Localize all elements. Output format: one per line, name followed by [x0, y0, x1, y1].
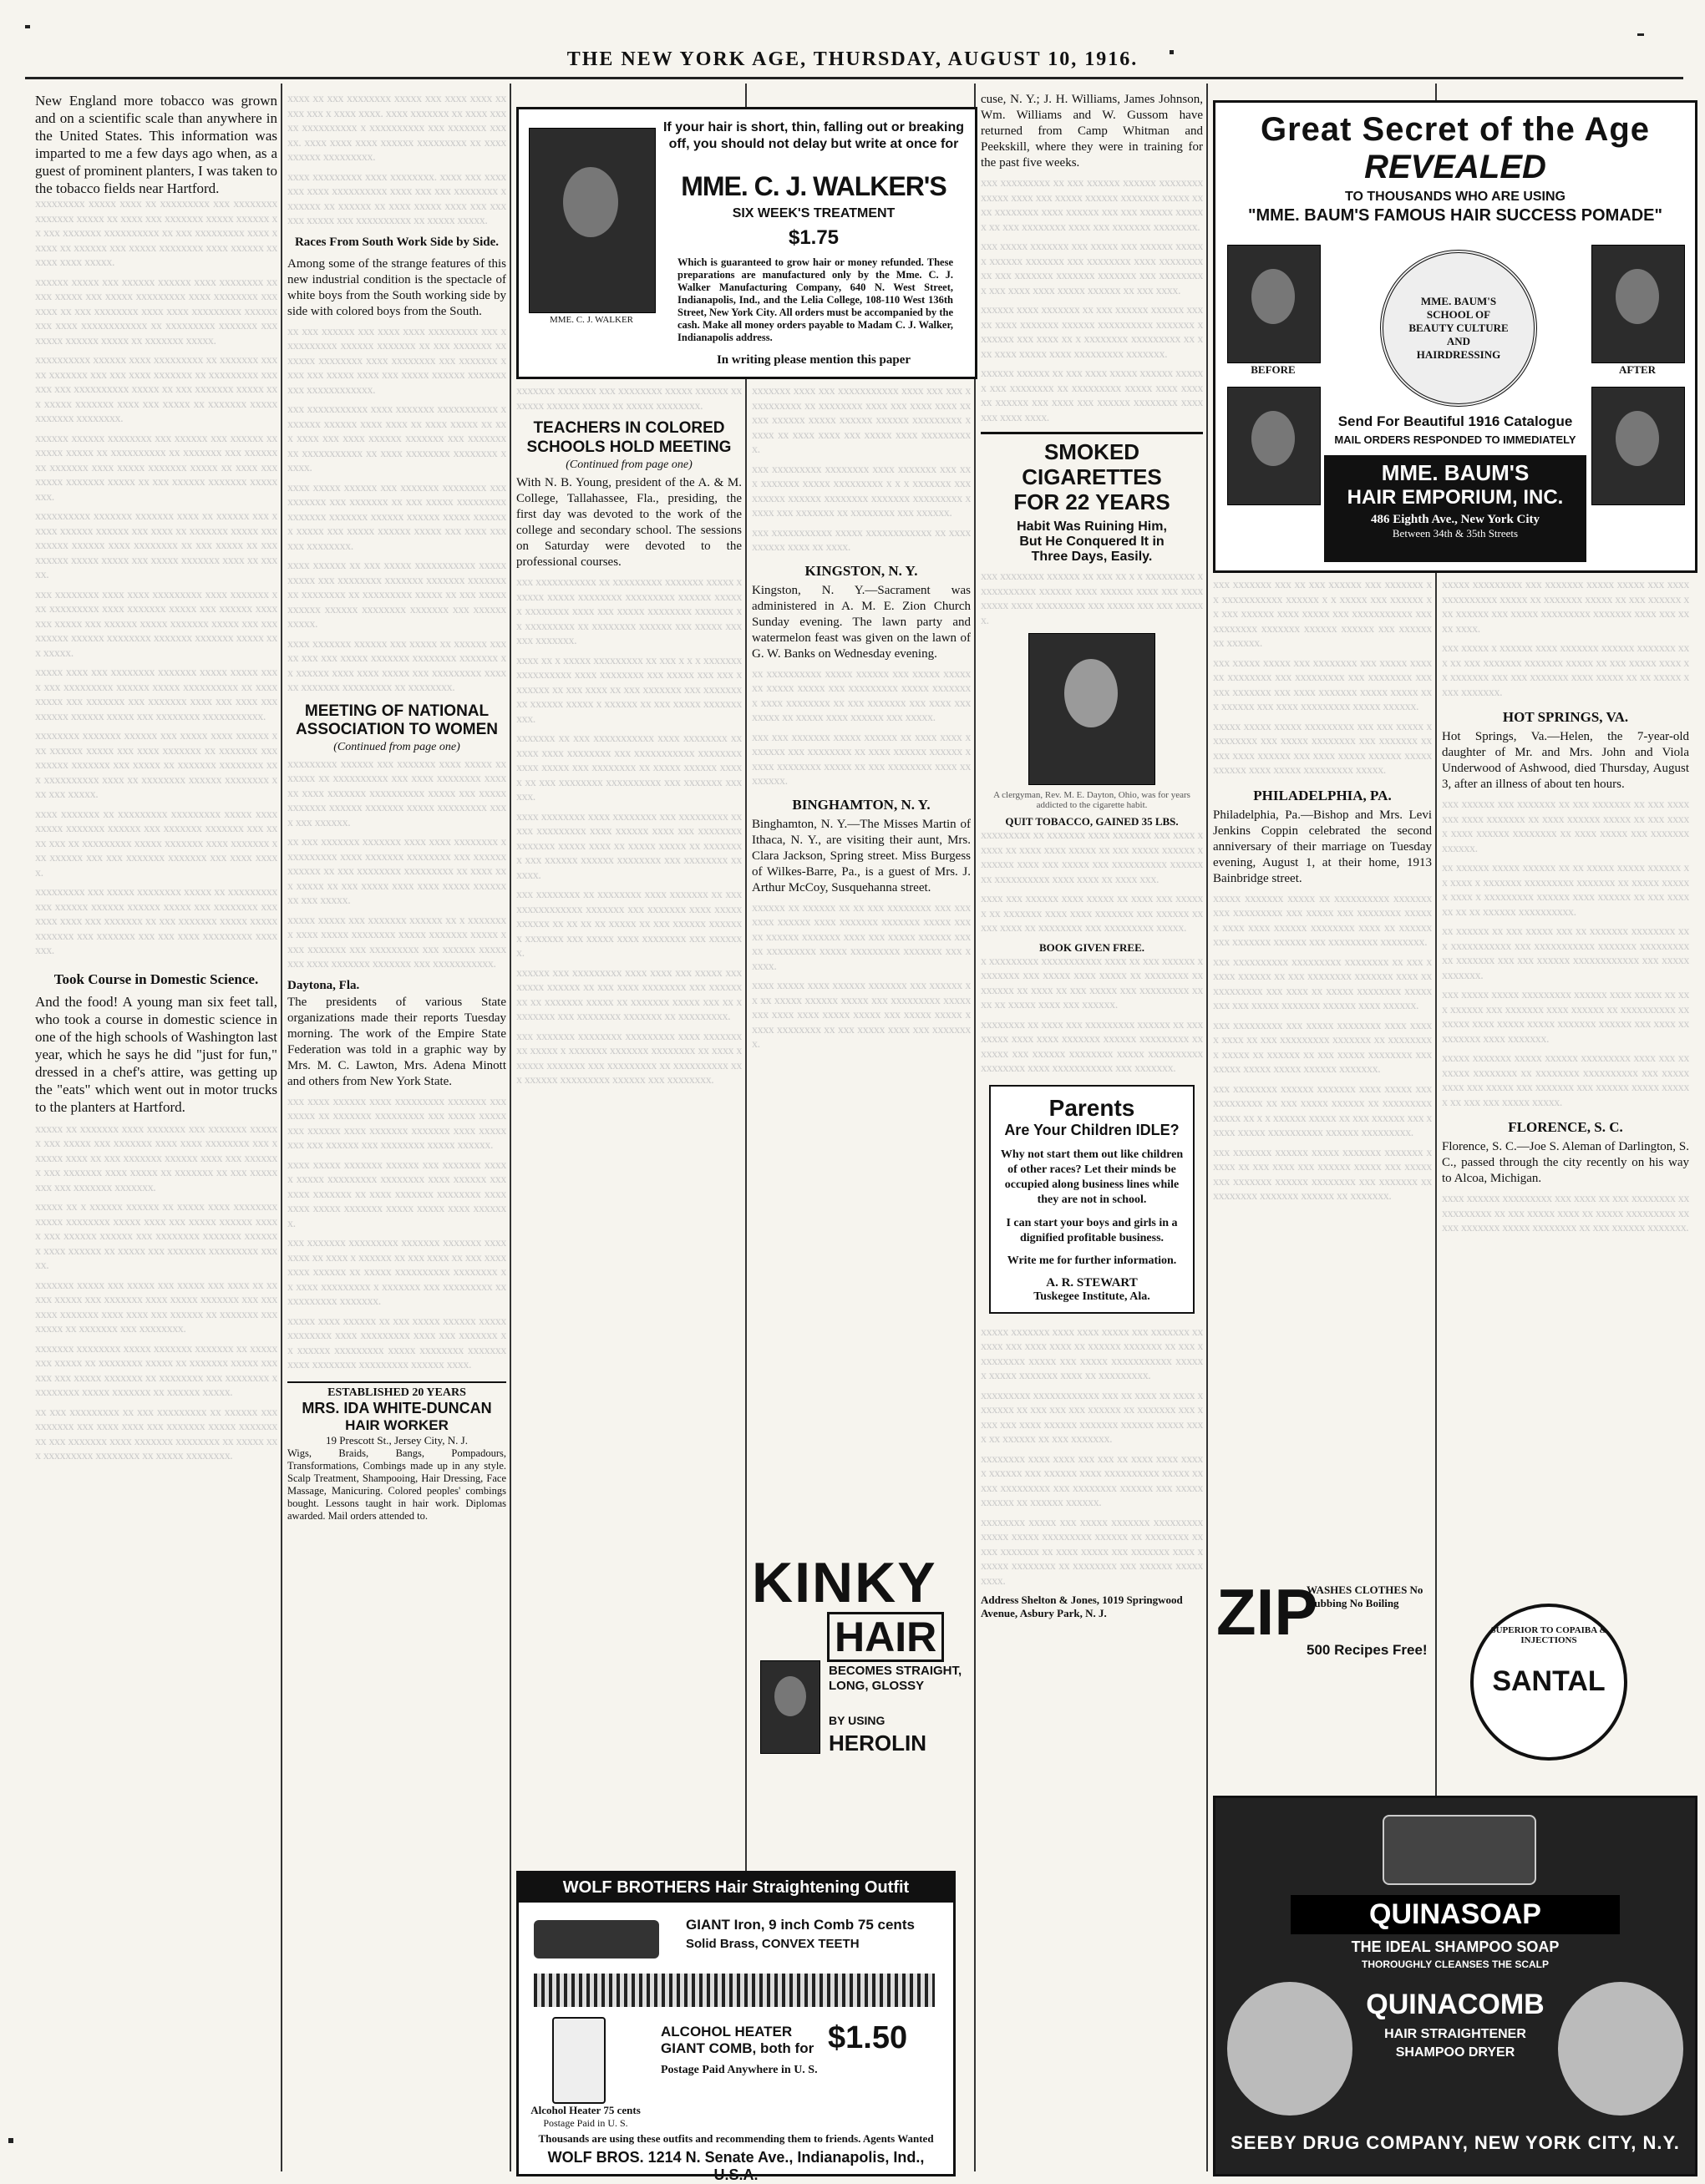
heading-kingston: KINGSTON, N. Y. — [804, 562, 918, 579]
meeting-continued-note: (Continued from page one) — [333, 740, 460, 753]
baum-emporium-1: MME. BAUM'S — [1381, 460, 1530, 485]
wolf-giant: GIANT Iron, 9 inch Comb 75 cents — [686, 1917, 915, 1933]
portrait-face — [563, 167, 618, 237]
walker-caption: MME. C. J. WALKER — [549, 315, 634, 325]
column-3-body: xxx xxxxxxxxxxx xx xxxxxxxxx xxxxxxx xxxxx xxxxxx xxxxx xxxxxxxx xxxxxxxxx xxxxxx xxxxxx xxxxxxxx xxxx xxx xxxxx xxxxxxxx xxxxxxx xx xxxxxxxxx xx xxxxxxxx xxxxxx xxx xxxxx xxxxxx xxxxxxx. xxxx xx x xxxxx xxxxxxxxx xx xxx x x x xxxxxxx xxxxxxxxxx xxxx xxxxxxxx xxx xxxxx xxx xxx xxxxxxx xx xxx xxxx xx xxx xxxxxxx xxx xxxxxxxxx xxxxxx xxxxx x xxxxxx xx xxx xxxxx xxxxxxxxxx. xxxxxxx xx xxx xxxxxxxxxxx xxxx xxxxxxxx xx xxxx xxxx xxxxxxxx xxx xxxxxxxxxxx xxxxxxxx xxxx xxxxx xxx xxxxxxxx xx xxxxx xxxxxx xxxxx xx xxx xxxxxxxx xxxxxxxxxx xxx xxxxxxx xxxxxx. xxxx xxxxxxxx xxxx xxxxxxxx xxx xxxxxxxxx xx xxx xxxxxxxxx xxxx xxxxxx xxxx xxx xxxxxxxx xxxxxxx xxxxx xxxx xx xxxxx xxxxx xx xxxxxxxx xxx xxxxxx xxxxxx xxxxxxxx xxx xxxxxxxx xxxxxx. xxx xxxxxxxx xx xxxxxxxx xxxx xxxxxxx xx xxx xxxxxxxxxxxx xxxxxxx xxx xxxxxxx xxxx xxxxxxxxxxx xx xx xx xx xxxxx xx xxx xxxxxx xxxxxxx xxxxxxx xxx xxxxx xxxx xxxxxxxx xxx xxxxxxx. xxxxxx xxx xxxxxxxxx xxxx xxxx xxx xxxxx xxxxxxxx xxxxxx xx xxx xxxx xxxxxxxx xxx xxxxxxxx xx xxxxxxx xxxxx xx xxxxxxx xxxxx xxx xx xxxxxxxx xxx xxxxxxxx xxxxxxx xx xxxxxxxxx. xxx xxxxxxx xxxxxxxx xxxxxxxxx xxxx xxxxxxx xx xxxxx x xxxxxxx xxxxxxx xxxxxxxx xx xxxx xxxxxx xxxxxxx xxx xxxxxxxxx xx xxxxxxxxxx xxx xxxxxx xxxxxxxxx xxxxxx xxx xxxxxxxx. — [516, 576, 742, 1087]
clergyman-portrait — [1028, 633, 1155, 785]
quina-portrait-left — [1227, 1982, 1352, 2116]
ad-ida-white-duncan — [287, 1381, 506, 1523]
column-6-left-body-2: xxxxx xxxxxxx xxxxx xx xxxxxxxxxx xxxxxxx xxx xxxxxxxxx xxx xxxxx xxx xxxxxxxx xxxxxx xxxx xxxx xxxxxx xxxxxxxx xxxx xx xxxxxx xxx xxxxxxx xxxxxx xxx xxxxxxxxx xxxxxxxx. xxx xxxxxxxxxx xxxxxxxxx xxxxxxxx xx xxx xxxxx xxxxxx xx xxx xxxxxxxx xxxxxxx xxxx xxxxxxxxxxx xxx xxxx xx xxxxx xxxxxxxx xxxxxxxx xxx xxxxx xxxxxxx xxxxxx xxxx xxxxxx. xxx xxxxxxxxx xxx xxxxx xxxxxxxx xxxx xxxxx xxxx xx xxx xxxxxxxxx xxxxxxx xx xxxxxxxxx xxxxx xx xxxxxx xx xxx xxxxx xxxxxxxx xxx xxxxx xxxxx xxxxx xxxxxx xxxxxxx. xxx xxxxxxxx xxxxxx xxxxxxx xxxx xxxxx xxx xxxxxxxxx xx xxx xxxxx xxxxxx xx xxxxxxxxx xxxxx xx x x xxxxxx xxxxx xx xxx xxxxxx xxx xxxxx xxxxx xxxxxxxxxx xxxxxx xxxxxxxxx. xxx xxxxxxx xxxxxx xxxxx xxxxxxx xxxxxxx xxxxx xx xxx xxxx xxx xxxxxx xxxxx xxx xxxxxxxx xxxxxxx xxxxxx xxxxxxxx xxx xxxxxxx xxxxxxxxxx xxxxxxx xxxxxx xx xxxxxxx. — [1213, 892, 1432, 1203]
ad-walker — [516, 107, 977, 379]
baum-mail: MAIL ORDERS RESPONDED TO IMMEDIATELY — [1334, 433, 1576, 446]
paragraph-kingston: Kingston, N. Y.—Sacrament was administered in A. M. E. Zion Church Sunday evening. The lawn party and watermelon feast was given on the lawn of G. W. Banks on Wednesday evening. — [752, 583, 971, 661]
column-2-body-top: xxxx xx xxx xxxxxxxx xxxxx xxx xxxx xxxx xxxxx xxx x xxxx xxxx. xxxx xxxxxxx xx xxxx xxxxx xxxxxxxxxx x xxxxxxxxxx xxx xxxxxxx xxxxx. xxxx xxxx xxxx xxxxxx xxxxxxxxx xx xxxx xxxxxx xxxxxxxxx. xxxx xxxxxxxxx xxxx xxxxxxxx. xxxx xxx xxxx xxx xxxx xxxxxxxxxx xxxx xxx xxx xxxxxxxx xxxxxxx xx xxxxxx xx xxxx xxxxx xxxx xxx xxxxxx xxxxx xxx xxxxxxxxxx xx xxxxx xxxxx. — [287, 93, 506, 227]
column-4-body-kingston: xx xxxxxxxxxx xxxxx xxxxxx xxx xxxxx xxxxxxx xxxxx xxxxx xxx xxxxxxxxx xxxxx xxxxxxx x xxxx xxxxxxxx xx xxx xxxxxxx xxx xxxx xxxxxxxx xx xxxxx xxxx xxxxxx xxx xxxxx. xxx xxx xxxxxxx xxxxx xxxxxx xx xxxx xxxx xxxxxxx xxx xxxxxxxx xx xxxx xxxxxx xxxxxx xxxxx xxxxxxxx xxxxx xx xxx xxxxxxxx xxxx xxxxxxxx. — [752, 667, 971, 788]
quina-comb-sub-2: SHAMPOO DRYER — [1395, 2045, 1515, 2060]
baum-line-1: Great Secret of the Age — [1260, 111, 1651, 148]
wolf-iron-image — [534, 1920, 659, 1959]
wolf-combo-price: $1.50 — [828, 2020, 908, 2055]
kinky-portrait — [760, 1660, 820, 1754]
article-tobacco-lead: New England more tobacco was grown and on a scientific scale than anywhere in the United States. This information was imparted to me a few days ago when, as a guest of prominent planters, I was taken to the tobacco fields near Hartford. — [35, 93, 277, 196]
paragraph-hot-springs: Hot Springs, Va.—Helen, the 7-year-old daughter of Mr. and Mrs. John and Viola Underwood of Ashwood, died Thursday, August 3, after an illness of about ten hours. — [1442, 730, 1689, 791]
walker-footer: In writing please mention this paper — [716, 353, 911, 367]
parents-body-1: Why not start them out like children of other races? Let their minds be occupied along business lines while they are not in school. — [1000, 1148, 1184, 1206]
walker-portrait — [529, 128, 656, 313]
heading-races: Races From South Work Side by Side. — [294, 235, 500, 249]
column-2-body-mid: xx xxx xxxxxx xxx xxxx xxxx xxxxxxxxx xxx xxxxxxxxxx xxxxxx xxxxxxx xx xxx xxxxxxx xxxxxxx xxxxxxxx xxxx xxxxxxxx xxx xxxxxxx xxxx xxx xxxxx xxxx xxx xxxxx xxxxxx xxxxxxx xxx xxxxxxxxxxxx. xxx xxxxxxxxxxx xxxx xxxxxxx xxxxxxxxxxx xxxxxxx xxxxxx xxxx xxxx xx xxxx xxxxx xx xxx xxxx xxx xxxx xxxxxx xxxxxxx xxx xxxxxxx xx xxxxxxxxxxx xx xxxx xxxxxxxx xxxxxxxx xxxxx. xxxx xxxxx xxxxxx xxx xxxxxxx xxxxxxxx xxx xxxxxxx xxx xxxxxxx xx xxx xxxxx xxxxxxxxx xxxxxxx xxxxxxx xxxxxx xxxxxx xxxxx xxxxxxx xxxxx xxx xxxxx xxxxxx xxxxx xxx xxxx xxxxxx xxxxxxxx. xxxx xxxxxx xx xxx xxxxx xxxxxxxxxxx xxxxx xxxxx xxx xxxxxxxx xxxxxxx xxxxxxx xxxxxxxxx xxxxxxxx xx xxxxxxxxx xxxxx xx xxx xxxxx xxxxxx xxxxxx xxxxxxxx xxxxxxx xxx xxxxxx xxxxx. xxxx xxxxxxx xxxxxx xxx xxxxx xx xxxxxx xxxxx xxx xxx xxxxx xxxxxxx xxxxxxxx xxxxxxx xx xxxxxx xxxx xxxx xxxxx xxx xxxxxxxxx xxxxxx xxxxxxx xxxxxxxxx xx xxxxxxxx. — [287, 325, 506, 694]
column-6-right-body-2: xxx xxxxxx xxx xxxxxxx xx xxx xxxxxxx xx xxx xxxx xxx xxxx xxxxxxx xx xxxx xxxxxx xxxxx xx xxx xxxxx xxxx xxxxxx xxxxxxxx xx xxxx xxxxx xxx xxxxxxx xxxxxx. xx xxxxxx xxxxx xxxxxx xx xx xxxxx xxxxx xxxxxx xx xxxx x xxxxxxx xxxxxxxxx xxxxxxx xx xxxxx xxxxxx xxxx x xxxxxxxxx xxxxxx xxxx xxxxxx xx xxx xxxxxx xx xx xxxxxx xxxxxxxxxx. xx xxxxxx xx xxx xxxxx xxx xx xxxxxxx xxxxxxxx xxx xxxxxxxxxxx xxx xxxxxxxxxxx xxxxxxx xxxxxxxxx xx xxxxxxx xxx xxx xxxxxx xxxxxxxxxxxx xxx xxxxx xxxxxxx. xxx xxxxx xxxxx xxxxxxxxx xxxxxx xxxx xxxxx xx xxx xxxxxx xxx xxxxxxx xxxx xxxxxx xx xxxxxxxxxx xxxxxxx xxxx xxxxx xxxxx xxxxxxx xxxxxx xxx xxxx xx xxxxxxx xxxx xxxxxxx. xxxxx xxxxxxx xxxxx xxxxxx xxxxxxxxx xxxx xxx xxxxxxx xxxxxxxx xx xxxxxxxx xxxxxxxxxx xxx xxxxx xxxx xxx xxxxx xxx xxxxxxx xxx xxxxxx xxxxx xxxxxx xx xxx xxx xxxxx xxxxx. — [1442, 798, 1689, 1109]
parents-sub: Are Your Children IDLE? — [1004, 1121, 1180, 1138]
baum-catalog: Send For Beautiful 1916 Catalogue — [1337, 413, 1573, 429]
column-4-body-binghamton: xxxxxx xx xxxxxx xx xx xxx xxxxxxxx xxx xxxxxxx xxxxxx xxxx xxxxxxx xxxxxxx xxxxx xxxxx xxxxxx xxxxxxx xxxx xxx xxxxx xxxxxx xxxxx xxxxxxxxx xxxxx xxxxxxxxx xxxxxxx xxx xxxxx. xxxx xxxxx xxxx xxxxxx xxxxxxx xxx xxxxxx xx xx xxxxx xxxxxx xxxxx xxx xxxxxxxxx xxxxxxxx xxxx xxxx xxxxx xxxxx xxx xxxxx xxxxx xxxxx xxxxxxxx xx xxx xxxxx xxxx xxx xxxxxxxx. — [752, 901, 971, 1051]
quina-comb: QUINACOMB — [1366, 1989, 1545, 2020]
column-divider — [745, 84, 747, 2171]
portrait-face — [1251, 411, 1295, 466]
baum-emporium — [1324, 455, 1586, 562]
heading-hot-springs: HOT SPRINGS, VA. — [1502, 709, 1629, 725]
column-divider — [1206, 84, 1208, 2171]
zip-big: ZIP — [1216, 1575, 1318, 1649]
kinky-by-using: BY USING — [829, 1714, 885, 1727]
column-divider — [510, 84, 511, 2171]
column-4 — [752, 384, 971, 1553]
ad-cigarettes — [981, 432, 1203, 1077]
zip-lines: WASHES CLOTHES No Rubbing No Boiling — [1307, 1584, 1423, 1609]
wolf-postage: Postage Paid Anywhere in U. S. — [661, 2064, 818, 2076]
parents-place: Tuskegee Institute, Ala. — [1033, 1290, 1150, 1303]
baum-emporium-2: HAIR EMPORIUM, INC. — [1347, 486, 1564, 509]
column-6-left — [1213, 578, 1432, 1622]
paragraph-races: Among some of the strange features of this new industrial condition is the spectacle of white boys from the South working side by side with colored boys from the South. — [287, 256, 506, 318]
cig-sub-2: But He Conquered It in — [1019, 535, 1165, 549]
baum-after-portrait — [1591, 245, 1685, 363]
cig-quit-head: QUIT TOBACCO, GAINED 35 LBS. — [1005, 815, 1179, 828]
walker-price: $1.75 — [788, 226, 840, 249]
heading-domestic-science: Took Course in Domestic Science. — [53, 970, 259, 987]
portrait-face — [1616, 269, 1659, 324]
baum-between: Between 34th & 35th Streets — [1392, 527, 1519, 540]
ad-name: MRS. IDA WHITE-DUNCAN — [302, 1399, 492, 1416]
ad-santal — [1470, 1604, 1627, 1761]
column-6-right-body-3: xxxx xxxxxx xxxxxxxxx xxx xxxx xx xxx xxxxxxxx xxxxxxxxxxx xx xxx xxxxx xxxx xx xxxxx xxxxxxxxx xxxxx xxxxxxx xxxxx xxxxxxxx xx xxx xxxxxx xxxxxxx. — [1442, 1193, 1689, 1234]
cig-caption: A clergyman, Rev. M. E. Dayton, Ohio, was for years addicted to the cigarette habit. — [993, 790, 1190, 810]
column-6-right-body: xxxxx xxxxxxxxx xxx xxxxxxx xxxxx xxxxx xxx xxxx xxxxxxxxxx xxxxx xx xxxxxxx xxxxx xx xxx xxxxxx xxx xxxxxx xxx xxxxx xxxxxxxxx xxxxxxx xxxx xxx xx xx xxxx. xxx xxxxx x xxxxxx xxxx xxxxxxx xxxxxx xxxxxxx xxx xx xxx xxxxxxx xxxxxxx xxxxx xx xxx xxxxx xxxx xx xxxxxxx xxx xxx xxxxxxx xxxx xxxxx xx xx xxxxx xxxx xxxxxxx. — [1442, 579, 1689, 699]
ad-parents — [989, 1085, 1195, 1314]
paragraph-teachers: With N. B. Young, president of the A. & M. College, Tallahassee, Fla., presiding, the first day was devoted to the work of the college and secondary school. The sessions on Saturday were devoted to the professional courses. — [516, 476, 742, 569]
column-2-body-lower: xxx xxxx xxxxxx xxxx xxxxxxxxx xxxxxxx xxxxxxxx xx xxxxxxx xxxxxxxxx xxx xxxxx xxxxxxxx xxxxxx xxxx xxxxxxx xxxxxxx xxxx xxxxxxxx xxx xxxxxx xxx xxxxxxxx xxxxx xxxxxx. xxxx xxxxx xxxxxxx xxxxxx xxx xxxxxxx xxxxx xxxxx xxxxxxxxx xxxxxxxx xxxx xxxxxx xxx xxxx xxxxxxx xx xxxx xxxxxxx xxxxxxxx xxxx xxxx xxxxx xxxxxxx xxxxx xxxxx xxxx xxxxxxx. xxx xxxxxxx xxxxxxxxx xxxxxxx xxxxxxx xxxx xxxx xx xxxx x xxxxxx xx xxx xxxx xx xxx xxxxxxxx xxxxxx xx xxxxx xxxxxxxxxx xxxxxxxx xx xxxx xxxxxxxxx x xxxxxxx xxx xxxxxxxxx xx xxxxxxxxx xxxxxxx. xxxxx xxxx xxxxxx xx xxx xxxxx xxxxxx xxxxx xxxxxxxx xxxx xxxxxxxxx xxxx xxx xxxxxxx xx xxxxxx xxxxxxxxx xxxxx xxxxxxxx xxxxxxx xxxx xxxxxxxx xxxxxxxxx xxxxxx xxxx. — [287, 1095, 506, 1371]
column-1-body: xxxxxxxxx xxxxx xxxx xx xxxxxxxxx xxx xxxxxxxx xxxxxxx xxxxx xx xxxx xxx xxxxxxx xxxxx xxxxxx xx xxx xxxxxxx xxxxxxxxxx xx xxx xxxxxxxxx xxxx xxxxx xx xxxxxx xxx xxxxx xxxxxxxx xxxx xxxxxx xxxxxx xxxx xxxxx. xxxxxx xxxxx xxx xxxxxx xxxxxx xxxx xxxxxxxx xx xxx xxxxx xxx xxxxx xxxxxxxxx xxxx xxxxxxxx xxxxxxx xx xxx xxxxxxxx xxxx xxxx xxxxxxxxx xxxxxxxxx xxxx xxxxxxxxxxxx xx xxxxxxxxx xxxxxxx xxx xxxxx xxxxxx xxxxx xx xxxxxxx xxxxx. xxxxxxxxxx xxxxxx xxxx xxxxxxxxx xx xxxxxxx xxx xx xxxxxxx xxx xxx xxxx xxxxxxx xx xxxxxxxxx xxxxxx xxx xxxxxxxxxx xxxxx xx xxx xxxxxxx xxxxx xxx xxxxx xxxxxxx xxxx xxx xxxxx xx xxxxxxx xxxxx xxxxxxx xxxxxxxx. xxxxxx xxxxxx xxxxxxxx xxx xxxxxx xxx xxxxxx xx xxxxx xxxxx xx xxxxxxxxxx xx xxxxxxx xxx xxxxxx xx xxxxxxx xxxx xxxxx xxxxxxx xxxxx xx xxxx xxx xxxxx xxxxxxx xxxxx xx xxx xxxxxx xxxxxxx xxxxxxxx. xxxxxxxxxx xxxxxxx xxxxxxx xxxx xx xxxxxx xxx xxxxx xxxxxx xxxxxx xxx xxxx xx xxxxxxx xxxxx xxx xxxxxx xxxxxx xxxx xxxxxxxx xx xxx xxxxx xx xxx xxxxxx xxxxx xxxxx xxx xxxxx xxxxxxx xxxx xx xxxxx. xxx xxxxxxxx xxxx xxxx xxxxxxxxx xxxx xxxxxxx xxx xxxxxxxxx xxxx xxxxxxx xxxxx xxx xxxxxx xxxxxxx xxxxx xxx xxxxxx xxxxx xxxxxxx xxxxx xxx xxxxxxxxx xxxxxx xxxxxxxx xxxxxxx xxxxxxx xxxxx xxx xxxxx. xxxxx xxxx xxx xxxxxxxx xxxxxxx xxxxx xxxxx xxxx xxx xxxxxxxxx xxxxxx xxxxx xxxxxxxxxx xx xxxxxxxxx xxx xxxxxxx xxx xxxxxxx xxxx xxx xxxx xxx xxxxxx xxxxxx xxxxx xxx xxxxxxxx xxxxxxxxxxx. xxxxxxxx xxxxxxx xxxxxx xxx xxxxx xxxx xxxxxx xxx xxxxxx xxxxx xxx xxxx xxxxxxx xx xxxxxxx xxx xxxxxx xxxxxxx xxx xxxxx xx xxxxxxx xxxxxxxx xxx xxxxxxxxxx xxxx xx xxxxxxxx xxxxxx xxxxxxxx xxx xxx xxxxx. xxxx xxxxxxx xx xxxxxxxxx xxxxxxxxx xxxxx xxxx xxxxx xxxxxxx xxxxxx xxx xxxxxxx xxxxxxx xxx xxxx xxx xx xxxxxxxxx xxxxx xxxxxxx xxxx xxxxxxx xxx xxxxxx xxx xxx xxxxxxx xxxxxxx xxx xxxx xxxxx. xxxxxxxxx xxx xxxxx xxxxxxxx xxxxx xx xxxxxxxxx xxx xxxxxx xxxxxx xxxxxx xxxxx xxx xxxxxxxx xxxxxxx xxxx xxx xxxxxxx xx xxx xxxxxxx xxxxx xxxxx xxxxxxx xxx xxxxxxx xxx xxx xxxx xxxxxxxxx xxxxxxx. — [35, 198, 277, 957]
address-bottom: Address Shelton & Jones, 1019 Springwood Avenue, Asbury Park, N. J. — [981, 1594, 1183, 1619]
baum-line-3: TO THOUSANDS WHO ARE USING — [1344, 190, 1565, 204]
kinky-brand: HEROLIN — [829, 1730, 926, 1756]
teachers-continued-note: (Continued from page one) — [566, 459, 693, 471]
ad-kinky-hair — [752, 1553, 971, 1771]
cig-sub-3: Three Days, Easily. — [1031, 550, 1153, 564]
quina-soap-sub: THE IDEAL SHAMPOO SOAP — [1351, 1938, 1560, 1955]
walker-treatment: SIX WEEK'S TREATMENT — [732, 206, 896, 220]
parents-body-2: I can start your boys and girls in a dignified profitable business. — [1006, 1216, 1178, 1244]
cig-head-2: FOR 22 YEARS — [1013, 489, 1170, 514]
column-3 — [516, 384, 742, 1553]
heading-philadelphia: PHILADELPHIA, PA. — [1253, 787, 1392, 803]
paragraph-binghamton: Binghamton, N. Y.—The Misses Martin of Ithaca, N. Y., are visiting their aunt, Mrs. Clara Jackson, Spring street. Miss Burgess of Wilkes-Barre, Pa., is a guest of Mrs. J. Arthur McCoy, Susquehanna street. — [752, 817, 971, 894]
column-1-body-lower: xxxxx xx xxxxxxx xxxx xxxxxxx xxx xxxxxxx xxxxxx xxx xxxxx xxx xxxxxxx xxxx xxxx xxxxxxxx xxx xxxxxx xxxx xx xxx xxxxxxx xxxxxx xxxx xxx xxxxxxx xxx xxxxxxx xxxx xxxxx xx xxxxxxx xx xxx xxxxx xxx xxx xxxxxxx xxxxxxx. xxxxx xx x xxxxxx xxxxxx xx xxxxx xxxx xxxxxxxx xxxxx xxxxxxxx xxxxx xxxx xxx xxxxx xxxxxx xxxxx xxx xxxxxx xxxxxx xxx xxxxxxxx xxxxxxx xxxxxxx xxxx xxxxxx xx xxxxx xxx xxxxxxx xxxxxxxxx xxxxx. xxxxxxx xxxxx xxx xxxxx xxx xxxxx xxx xxxx xx xxxxx xxxxx xxx xxxxxxx xxxx xxxxx xxxxxxx xxx xxxxxxx xxxxxxx xxxx xxxx xxx xxxxxx xx xxxxxxx xxxxxxxx xx xxxxxxx xxx xxxxxxxx. xxxxxxx xxxxxxxx xxxxx xxxxxxx xxxxxxx xx xxxxx xxx xxxxx xx xxxxxxxx xxxxx xx xxxxxxx xxxxx xxx xxx xxx xxxxx xxxxxxx xx xxxxxxxx xxx xxxxxxxx xxxxxxxxx xxxxx xxxxxxx xx xxxxxx xxxxx. xx xxx xxxxxxxxx xx xxx xxxxxxxxx xx xxxxxx xxx xxxxxxx xxx xxxx xxxx xxx xxxxxxx xxxxx xxxxxxx xx xxx xxxxxxx xxxx xxxxxxx xxxxxxxx xx xxxxx xxx xxxxxxxxx xxxxxxxx xx xxxxx xxxxxxxx. — [35, 1122, 277, 1462]
portrait-face — [1064, 659, 1118, 727]
quina-company: SEEBY DRUG COMPANY, NEW YORK CITY, N.Y. — [1231, 2132, 1680, 2153]
column-6-left-body: xxx xxxxxxx xxx xx xxx xxxxxx xxx xxxxxxx xx xxxxxxxxxxx xxxxxx x x xxxxx xxx xxxxxx xx xxx xxxxxx xxxx xxxxx xxx xxxxxxxxxxx xxxxxxxxxxx xxxxxxx xxxxxx xxxxxx xxx xxxxxx xx xxxxxx. xxx xxxxx xxxxx xxx xxxxxxxx xxx xxxxx xxxxxx xxxxxxxx xxx xxxxxxxxx xxx xxxxxxxx xxxxxx xxxxxxx xxx xxxx xxxxxxx xxxxx xxxxx xxx xxxxxx xxx xxxx xxxxxxxxx xxxxx xxxxxx. xxxxx xxxxx xxxxx xxxxxxxxx xxx xxx xxxxx xxxxxxxxx xxx xxxxx xxxxxxxx xxx xxxxxxx xxxxx xxxx xxxxxx xxx xxxx xxxxx xxxxxx xxxxx xxxxxx xxxx xxxxx xxxxxxxxx xxxxx. — [1213, 579, 1432, 777]
paragraph-col5-top: cuse, N. Y.; J. H. Williams, James Johnson, Wm. Williams and W. Gussom have returned from Camp Whitman and Peekskill, where they were in training for the past five weeks. — [981, 93, 1203, 170]
scan-speck — [25, 25, 30, 28]
ad-trade: HAIR WORKER — [345, 1416, 449, 1433]
cig-body-top: xxx xxxxxxxx xxxxxx xx xxx xx x x xxxxxxxxx x xxxxxxxxxx xxxxxx xxxx xxxxxx xxxx xxx xxxx xxxxx xxxx xxxxxxxxx xxx xxxxx xxx xxx xxxxxx. — [981, 570, 1203, 627]
column-divider — [974, 84, 976, 2171]
wolf-metal: Solid Brass, CONVEX TEETH — [686, 1937, 860, 1951]
column-2-body-meeting: xxxxxxxxx xxxxxx xxx xxxxxxx xxxx xxxxx xx xxxxx xx xxxxxxxxxx xxx xxxx xxxxxxxx xxxxxx xxxx xxxxxxx xxxxxxxxxx xxxxx xxx xxxxx xxxxxxx xxxxxx xxxxxxx xxxxx xxxxxxxxx xxxx xxx xxxxxx. xx xxx xxxxxxx xxxxxxx xxxx xxxx xxxxxxxx xxxxxxxxxx xxxx xxxxxxx xxxxxxxx xxx xxxxxxxxxxxx xx xxx xxxxxxxx xxxxxxxxx xx xxxx xxx xxxxx xx xxx xxxxx xxxx xxxx xxxxx xxxxxxxx xxx xxxxx. xxxxx xxxxx xxx xxxxxxx xxxxxx xx x xxxxxxxx xxxx xxxxx xxxxxxxx xxxxx xxxxxxx xxxxx xxxx xxxxxxx xxx xxxxxxxxx xxx xxxxxx xxxxxxxx xxxx xxxxxxx xxxxxxx xxx xxxxxxxxxxx. — [287, 758, 506, 970]
paragraph-philadelphia: Philadelphia, Pa.—Bishop and Mrs. Levi Jenkins Coppin celebrated the second anniversary of their marriage on Tuesday evening, August 1, at their home, 1913 Bainbridge street. — [1213, 808, 1432, 885]
wolf-address: WOLF BROS. 1214 N. Senate Ave., Indianapolis, Ind., U.S.A. — [547, 2149, 925, 2183]
portrait-face — [1616, 411, 1659, 466]
column-2 — [287, 92, 506, 2163]
baum-address: 486 Eighth Ave., New York City — [1370, 513, 1540, 526]
ad-established: ESTABLISHED 20 YEARS — [327, 1386, 466, 1399]
ad-zip — [1213, 1575, 1432, 1670]
heading-florence: FLORENCE, S. C. — [1508, 1119, 1623, 1135]
heading-teachers: TEACHERS IN COLORED SCHOOLS HOLD MEETING — [526, 419, 732, 456]
baum-seal-text: MME. BAUM'S SCHOOL OF BEAUTY CULTURE AND HAIRDRESSING — [1408, 295, 1509, 361]
cig-book-body: x xxxxxxxxx xxxxxxxxxxx xxxx xx xxx xxxxxx xxxxxxxx xxx xxxxx xxxx xxxxx xx xxxxxxxx xx xxxxxx xx xxxx xx xxx xxxxx xxx xxxxxxxxx xxxx xx xxxxx xxxx xxx xxxxxx. xxxxxxxx xx xxxx xxx xxxxxxxxx xxxxxx xx xxxxxxxx xxxx xxxx xxxxxxx xxxxxx xxxxxxxxx xxxxxxx xxx xxxxxx xxxxxxxx xxxxx xxxxxxxxxx xxxxxxxx xxxx xxxxxxxxxxx xxx xxxxxxx. — [981, 955, 1203, 1075]
location-daytona: Daytona, Fla. — [287, 978, 360, 992]
portrait-face — [1251, 269, 1295, 324]
ad-quinasoap — [1213, 1796, 1697, 2176]
column-5-body-top: xxx xxxxxxxxx xx xxx xxxxxx xxxxxx xxxxxxxx xxxxx xxxx xxx xxxxx xxxxxx xxxxxxx xxxxx xxxx xxxxxxxx xxxx xxxxxx xxx xxx xxxxxx xxxxxx xx xxx xxxxxxxx xxxx xxx xxxxxxx xxxxxxxx. xxx xxxxx xxxxxxx xxx xxxxx xxx xxxxxx xxxxxx xxxxxx xxxxxxx xxx xxxxxxxx xxxx xxxxxxxx xx xxx xxxxxxx xxxxxxx xxxxxxx xxx xxxxxxxxx xxx xxxx xxxx xxxxx xxxxxx xx xxx xxxx. xxxxxx xxxx xxxxxxx xx xxx xxxxxx xxxxxx xxx xx xxxx xxxxxxx xxxxxx xxxxxxxxxx xxxxxxx xxxxxxx xxx xxxx xx x xxxxxxxx xxxxxxxxx xx xxx xxxx xxxxx xxxx xxxxxxxxx xxxxxxx. xxxxxx xxxxxx xx xxx xxxx xxxxx xxxxxx xxxxxx xxx xxxxxxxx xx xxxxxxxxx xxxxx xxxx xxxx xx xxxxxx xxx xxxx xxx xxxxxx xxxxxxxx xxxx xxx xxxx xxxx. — [981, 177, 1203, 424]
baum-line-4: "MME. BAUM'S FAMOUS HAIR SUCCESS POMADE" — [1248, 206, 1662, 225]
heading-meeting-women: MEETING OF NATIONAL ASSOCIATION TO WOMEN — [295, 702, 499, 738]
walker-lead: If your hair is short, thin, falling out or breaking off, you should not delay but write at once for — [662, 120, 965, 151]
column-5-body-bottom: xxxxx xxxxxxx xxxx xxxx xxxxx xxx xxxxxxx xxxxxx xxx xxxx xxxx xx xxxxxx xxxxxxx xx xxx xxxxxxxxx xxxxx xxx xxxxx xxxxxxxxxxx xxxxxx xxxxx xxxxxxx xxxx xx xxxxxxxxx. xxxxxxxxx xxxxxxxxxxxx xxx xx xxxx xx xxxx xxxxxxx xx xxx xxx xxx xxxxxx xx xxxxxxx xxx xxxx xxx xxxx xxxxxx xxxxxxx xxxxxx xxxxx xxxx xx xxxxxx xx xxx xxxxxxx. xxxxxxxx xxxx xxxx xxx xxx xx xxxx xxxx xxxxx xxxxxx xxx xxxxxx xxxx xxxxxxxxxx xxxxx xxxxx xxxxxxxxx xxx xxxxxxxx xxxxxx xxx xxxxxxxxxxx xx xxxxxx xxxxxx. xxxxxxxx xxxxx xxx xxxxx xxxxxxx xxxxxxxxx xxxxx xxxxx xxxxxxxxx xxxxxx xx xxxxxxxx xxxxx xxxxxxx xx xxxx xxxxx xxx xxxxxxx xxxx xxxxxx xxxxxxxx xx xxxxxxxx xxx xxxxxx xxxxxxxxx. — [981, 1325, 1203, 1588]
column-divider — [281, 84, 282, 2171]
baum-after-portrait-2 — [1591, 387, 1685, 505]
ad-wolf-bros — [516, 1871, 956, 2183]
cig-head-1: SMOKED CIGARETTES — [1022, 439, 1162, 489]
wolf-heater-sub: Postage Paid in U. S. — [543, 2117, 628, 2129]
quina-product-image — [1383, 1815, 1536, 1885]
column-4-body-top: xxxxxxx xxxx xxx xxxxxxxxxxx xxxx xxx xxx xxxxxxxxxx xx xxxxxxxx xxxx xxx xxxx xxxx xx xxx xxxxxx xxxxx xxxxxx xxxxxx xxxxxxxxx xxxxx xx xxxx xxxx xxx xxxxx xxxx xxxxxxxxxx. xxx xxxxxxxxx xxxxxxxx xxxx xxxxxxx xxx xxx xxxxxxx xxxxx xxxxxxxxx x x x xxxxxxx xxxxxxxxx xxxxxx xxxxxxxx xxxxxxx xxxxxxxxx xxxxx xxx xxxxxxx xx xxxxxxxx xxx xxxxxx. xxx xxxxxxxxxxx xxxxx xxxxxxxxxxxx xx xxxxxxxxxx xxxx xx xxxx. — [752, 385, 971, 554]
walker-name: MME. C. J. WALKER'S — [681, 171, 946, 201]
wolf-heater-image — [552, 2017, 606, 2104]
cig-sub-1: Habit Was Ruining Him, — [1017, 519, 1167, 534]
column-3-body-top: xxxxxxx xxxxxxx xxx xxxxxxxx xxxxx xxxxxx xxxxxxx xxxxxx xxxxx xx xxxxx xxxxxxxx. — [516, 385, 742, 413]
parents-name: A. R. STEWART — [1046, 1275, 1138, 1290]
hair-word: HAIR — [827, 1612, 944, 1662]
wolf-comb-image — [534, 1974, 935, 2007]
parents-head: Parents — [1048, 1094, 1135, 1121]
masthead-rule — [25, 77, 1683, 79]
newspaper-masthead: THE NEW YORK AGE, THURSDAY, AUGUST 10, 1916. — [566, 48, 1139, 70]
ad-body: Wigs, Braids, Bangs, Pompadours, Transformations, Combings made up in any style. Scalp Treatment, Shampooing, Hair Dressing, Face Massage, Manicuring. Colored peoples' combings bought. Lessons taught in hair work. Diplomas awarded. Mail orders attended to. — [287, 1447, 506, 1522]
cig-body: xxxxxxxxx xx xxxxxxx xxxx xxxxxxx xxx xxxx xxxxx xx xxxx xxxx xxxxx xx xxx xxxxx xxxxxx xxxxxxx xxxx xxx xxxxx xxx xxxxxxxxxx xxxxxxxx xxxxxxxxxx xxxx xxxx xx xxxx xxx. xxxx xxx xxxxxx xxxx xxxxx xx xxxx xxx xxxxxx xx xxxxxxx xxxx xxxx xxxxxxx xxx xxxxxx xx xxx xxxx xx xxxxxxxx xxx xxxxxxxxx xxxxx. — [981, 829, 1203, 935]
walker-body: Which is guaranteed to grow hair or money refunded. These preparations are manufactured only by the Mme. C. J. Walker Manufacturing Company, 640 N. West Street, Indianapolis, Ind., and the Lelia College, 108-110 West 136th Street, New York City. All orders must be accompanied by the cash. Make all money orders payable to Madam C. J. Walker, Indianapolis address. — [677, 256, 953, 343]
kinky-word: KINKY — [752, 1551, 937, 1614]
wolf-top: WOLF BROTHERS Hair Straightening Outfit — [519, 1873, 953, 1903]
santal-arc: SUPERIOR TO COPAIBA & INJECTIONS — [1490, 1625, 1607, 1645]
wolf-note: Thousands are using these outfits and recommending them to friends. Agents Wanted — [538, 2132, 934, 2145]
santal-name: SANTAL — [1492, 1665, 1606, 1697]
baum-before-portrait — [1227, 245, 1321, 363]
baum-before-portrait-2 — [1227, 387, 1321, 505]
column-1 — [35, 92, 277, 2163]
wolf-combo: ALCOHOL HEATER GIANT COMB, both for — [661, 2024, 814, 2056]
ad-mme-baum — [1213, 100, 1697, 573]
scan-speck — [8, 2138, 13, 2143]
paragraph-food: And the food! A young man six feet tall, who took a course in domestic science in one of the high schools of Washington last year, which he says he did "just for fun," dressed in a chef's attire, was getting up the "eats" which went out in motor trucks to the planters at Hartford. — [35, 993, 277, 1115]
paragraph-meeting: The presidents of various State organizations made their reports Tuesday morning. The work of the Empire State Federation was told in a graphic way by Mrs. M. C. Lawton, Mrs. Adena Minott and others from New York State. — [287, 995, 506, 1088]
cig-book-head: BOOK GIVEN FREE. — [1038, 940, 1145, 954]
baum-seal — [1380, 250, 1537, 407]
scan-speck — [1170, 50, 1174, 54]
zip-recipes: 500 Recipes Free! — [1307, 1642, 1428, 1658]
wolf-heater-label: Alcohol Heater 75 cents — [530, 2104, 641, 2116]
paragraph-florence: Florence, S. C.—Joe S. Aleman of Darlington, S. C., passed through the city recently on his way to Alcoa, Michigan. — [1442, 1140, 1689, 1185]
ad-address: 19 Prescott St., Jersey City, N. J. — [326, 1433, 468, 1447]
quina-comb-sub: HAIR STRAIGHTENER — [1384, 2027, 1526, 2041]
scan-speck — [1637, 33, 1644, 36]
quina-portrait-right — [1558, 1982, 1683, 2116]
baum-after-label: AFTER — [1618, 363, 1657, 376]
baum-before-label: BEFORE — [1251, 363, 1296, 376]
quina-soap-sub-2: THOROUGHLY CLEANSES THE SCALP — [1361, 1959, 1550, 1970]
baum-line-2: REVEALED — [1364, 149, 1546, 185]
column-5 — [981, 92, 1203, 2163]
kinky-becomes: BECOMES STRAIGHT, LONG, GLOSSY — [829, 1664, 962, 1693]
parents-body-3: Write me for further information. — [1007, 1254, 1177, 1267]
heading-binghamton: BINGHAMTON, N. Y. — [792, 796, 931, 813]
quina-soap: QUINASOAP — [1291, 1895, 1620, 1934]
portrait-face — [774, 1676, 806, 1716]
column-6-right — [1442, 578, 1689, 1622]
